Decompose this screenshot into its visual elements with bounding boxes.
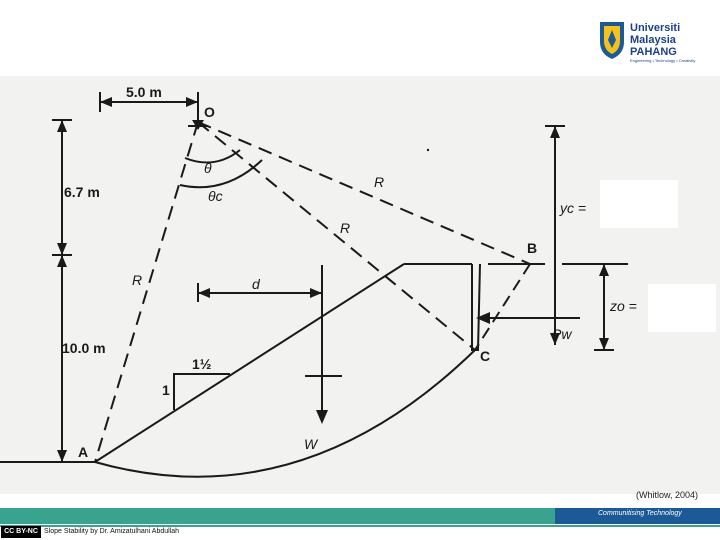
label-B: B	[527, 240, 538, 256]
label-d: d	[252, 276, 260, 292]
arrowhead	[186, 97, 198, 107]
label-Pw: Pw	[552, 326, 572, 342]
arrowhead	[57, 120, 67, 132]
label-C: C	[480, 348, 491, 364]
radius-to-B	[198, 122, 530, 264]
logo-tagline: Engineering • Technology • Creativity	[630, 58, 696, 63]
slip-arc	[95, 350, 475, 477]
footer-divider	[0, 525, 720, 527]
label-slope-rise: 1	[162, 382, 170, 398]
arrowhead	[57, 255, 67, 267]
slope-ratio-triangle	[174, 374, 230, 410]
label-R-left: R	[132, 272, 143, 288]
arrowhead	[599, 264, 609, 276]
logo-line-3: PAHANG	[630, 46, 677, 58]
label-10m: 10.0 m	[62, 340, 106, 356]
radius-to-C	[198, 122, 475, 350]
label-slope-run: 1½	[192, 356, 212, 372]
radius-to-A	[95, 122, 198, 462]
arrowhead	[57, 243, 67, 255]
label-theta: θ	[204, 160, 212, 176]
yc-answer-mask	[600, 180, 678, 228]
arrowhead	[57, 450, 67, 462]
footer-credit: Slope Stability by Dr. Amizatulhani Abdullah	[44, 528, 180, 535]
speck	[427, 149, 429, 151]
label-W: W	[304, 436, 318, 452]
label-R-top: R	[374, 174, 385, 190]
label-O: O	[204, 104, 215, 120]
crack-extension	[475, 264, 530, 350]
label-zo: zo =	[610, 298, 637, 314]
theta-arc	[185, 150, 240, 163]
label-5m: 5.0 m	[126, 84, 162, 100]
logo-line-1: Universiti Malaysia	[630, 22, 681, 46]
arrowhead	[599, 338, 609, 350]
tension-crack	[472, 264, 480, 350]
arrowhead	[316, 410, 328, 424]
label-theta-c: θc	[208, 188, 223, 204]
label-R-mid: R	[340, 220, 351, 236]
arrowhead	[100, 97, 112, 107]
label-A: A	[78, 444, 89, 460]
label-yc: yc =	[560, 200, 587, 216]
arrowhead	[550, 126, 560, 138]
label-6-7m: 6.7 m	[64, 184, 100, 200]
figure-caption: (Whitlow, 2004)	[636, 490, 699, 500]
cc-license-badge[interactable]: CC BY-NC	[1, 526, 41, 538]
footer-tagline: Communitising Technology	[598, 510, 682, 517]
arrowhead	[198, 288, 210, 298]
zo-answer-mask	[648, 284, 716, 332]
footer-bar	[0, 508, 555, 524]
arrowhead	[310, 288, 322, 298]
